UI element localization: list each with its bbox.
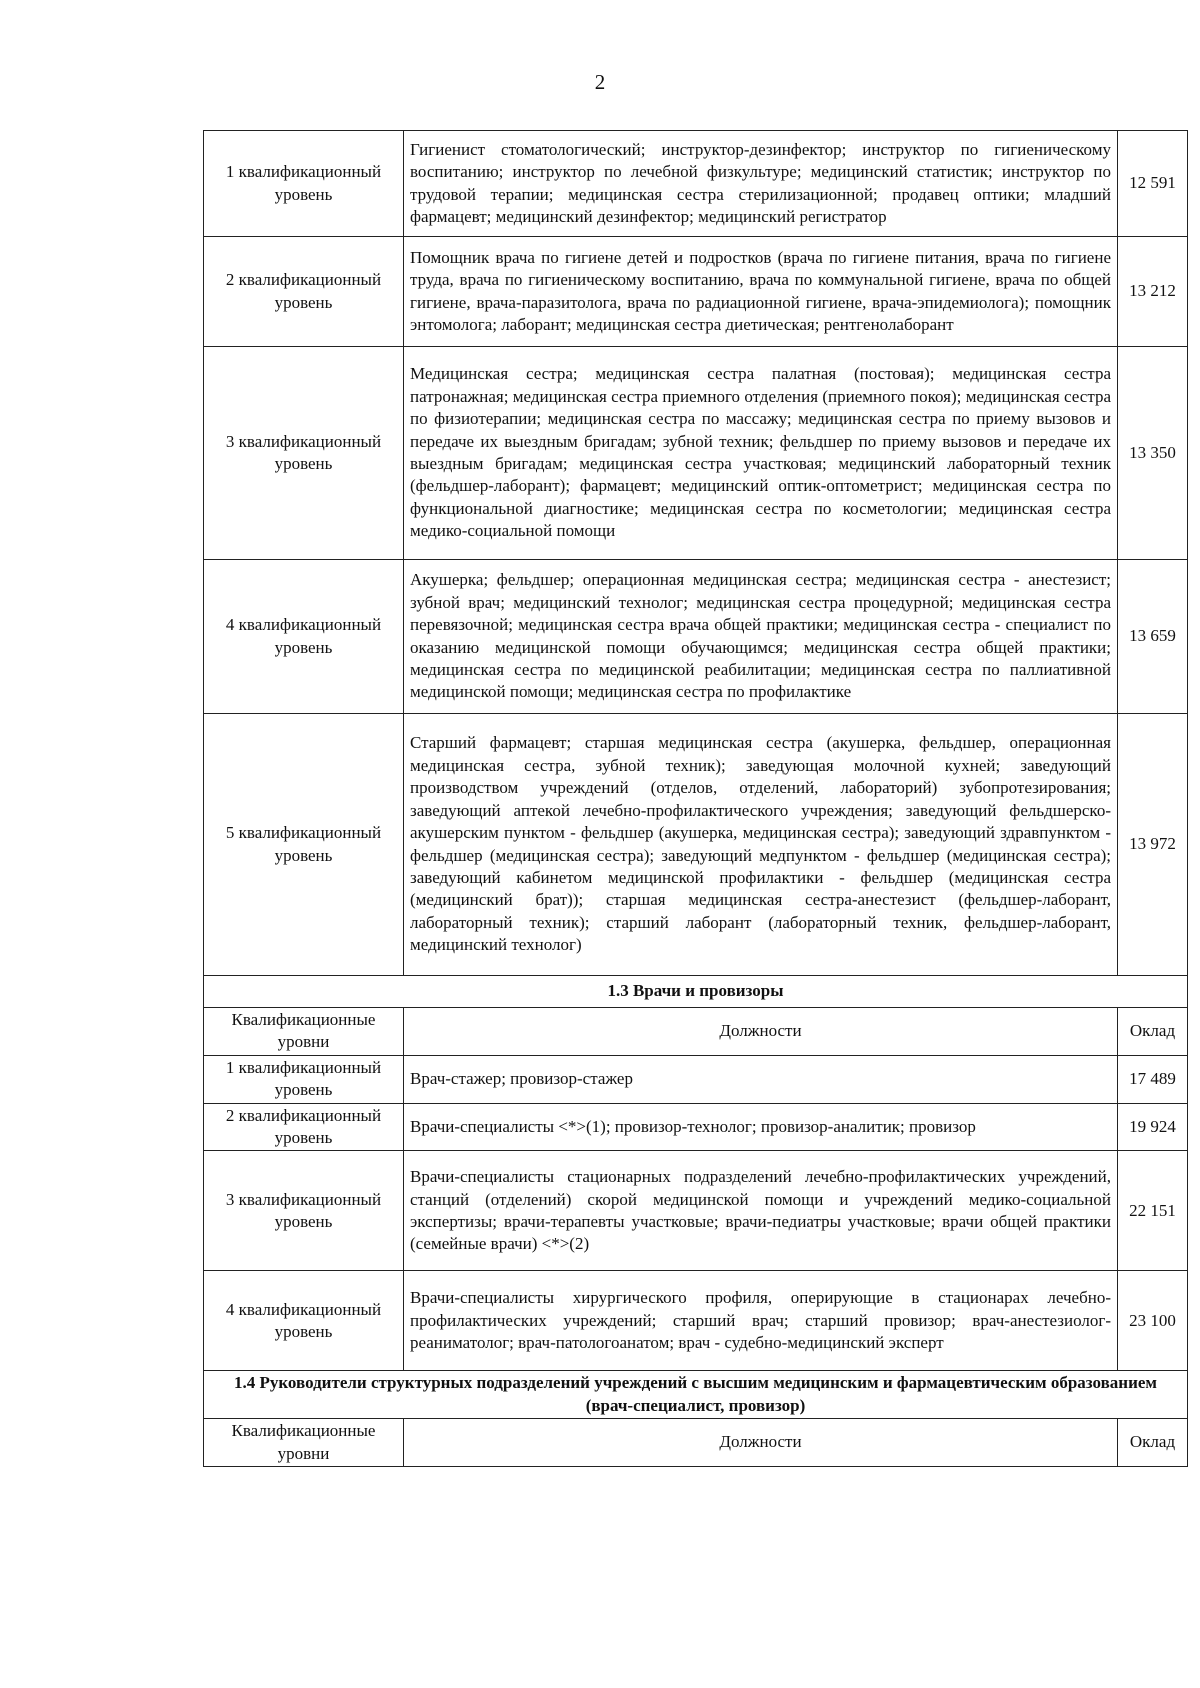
level-cell: 3 квалификационный уровень	[204, 347, 404, 560]
table-header-row	[204, 1008, 1188, 1056]
table-row	[204, 1055, 1188, 1103]
salary-cell: 22 151	[1118, 1151, 1188, 1271]
table-row	[204, 714, 1188, 976]
section-title-row	[204, 976, 1188, 1008]
salary-cell: 13 212	[1118, 237, 1188, 347]
level-cell: 4 квалификационный уровень	[204, 1271, 404, 1371]
level-cell: 1 квалификационный уровень	[204, 1055, 404, 1103]
positions-cell: Помощник врача по гигиене детей и подростков (врача по гигиене питания, врача по гигиене труда, врача по гигиеническому воспитанию, врача по коммунальной гигиене, врача по общей гигиене, врача-паразитолога, врача по радиационной гигиене, врача-эпидемиолога); помощник энтомолога; лаборант; медицинская сестра диетическая; рентгенолаборант	[404, 237, 1118, 347]
positions-cell: Врачи-специалисты <*>(1); провизор-технолог; провизор-аналитик; провизор	[404, 1103, 1118, 1151]
header-salary: Оклад	[1118, 1008, 1188, 1056]
positions-cell: Врач-стажер; провизор-стажер	[404, 1055, 1118, 1103]
salary-cell: 13 350	[1118, 347, 1188, 560]
positions-cell: Гигиенист стоматологический; инструктор-дезинфектор; инструктор по гигиеническому воспитанию; инструктор по лечебной физкультуре; медицинский статистик; инструктор по трудовой терапии; медицинская сестра стерилизационной; продавец оптики; младший фармацевт; медицинский дезинфектор; медицинский регистратор	[404, 131, 1118, 237]
positions-cell: Старший фармацевт; старшая медицинская сестра (акушерка, фельдшер, операционная медицинская сестра, зубной техник); заведующая молочной кухней; заведующий производством учреждений (отделов, отделений, лабораторий) зубопротезирования; заведующий аптекой лечебно-профилактического учреждения; заведующий фельдшерско-акушерским пунктом - фельдшер (акушерка, медицинская сестра); заведующий здравпунктом - фельдшер (медицинская сестра); заведующий медпунктом - фельдшер (медицинская сестра); заведующий кабинетом медицинской профилактики - фельдшер (медицинская сестра (медицинский брат)); старшая медицинская сестра-анестезист (фельдшер-лаборант, лабораторный техник); старший лаборант (лабораторный техник, фельдшер-лаборант, медицинский технолог)	[404, 714, 1118, 976]
section-title-row	[204, 1371, 1188, 1419]
positions-cell: Акушерка; фельдшер; операционная медицинская сестра; медицинская сестра - анестезист; зубной врач; медицинский технолог; медицинская сестра процедурной; медицинская сестра перевязочной; медицинская сестра врача общей практики; медицинская сестра - специалист по оказанию медицинской помощи обучающимся; медицинская сестра общей практики; медицинская сестра по медицинской реабилитации; медицинская сестра по паллиативной медицинской помощи; медицинская сестра по профилактике	[404, 560, 1118, 714]
salary-cell: 12 591	[1118, 131, 1188, 237]
positions-cell: Врачи-специалисты хирургического профиля, оперирующие в стационарах лечебно-профилактических учреждений; старший врач; старший провизор; врач-анестезиолог-реаниматолог; врач-патологоанатом; врач - судебно-медицинский эксперт	[404, 1271, 1118, 1371]
section-title: 1.4 Руководители структурных подразделений учреждений с высшим медицинским и фармацевтическим образованием (врач-специалист, провизор)	[204, 1371, 1188, 1419]
header-positions: Должности	[404, 1008, 1118, 1056]
table-row	[204, 1103, 1188, 1151]
level-cell: 5 квалификационный уровень	[204, 714, 404, 976]
table-row	[204, 347, 1188, 560]
salary-cell: 17 489	[1118, 1055, 1188, 1103]
level-cell: 4 квалификационный уровень	[204, 560, 404, 714]
header-salary: Оклад	[1118, 1419, 1188, 1467]
salary-table	[203, 130, 1188, 1467]
section-title: 1.3 Врачи и провизоры	[204, 976, 1188, 1008]
level-cell: 2 квалификационный уровень	[204, 1103, 404, 1151]
level-cell: 2 квалификационный уровень	[204, 237, 404, 347]
header-positions: Должности	[404, 1419, 1118, 1467]
table-row	[204, 560, 1188, 714]
salary-cell: 23 100	[1118, 1271, 1188, 1371]
header-levels: Квалификационные уровни	[204, 1008, 404, 1056]
table-row	[204, 237, 1188, 347]
level-cell: 3 квалификационный уровень	[204, 1151, 404, 1271]
table-row	[204, 1271, 1188, 1371]
table-header-row	[204, 1419, 1188, 1467]
level-cell: 1 квалификационный уровень	[204, 131, 404, 237]
page-number: 2	[594, 70, 606, 94]
positions-cell: Медицинская сестра; медицинская сестра палатная (постовая); медицинская сестра патронажная; медицинская сестра приемного отделения (приемного покоя); медицинская сестра по физиотерапии; медицинская сестра по массажу; медицинская сестра по приему вызовов и передаче их выездным бригадам; зубной техник; фельдшер по приему вызовов и передаче их выездным бригадам; медицинская сестра участковая; медицинский лабораторный техник (фельдшер-лаборант); фармацевт; медицинский оптик-оптометрист; медицинская сестра по функциональной диагностике; медицинская сестра по косметологии; медицинская сестра медико-социальной помощи	[404, 347, 1118, 560]
table-row	[204, 131, 1188, 237]
salary-cell: 13 972	[1118, 714, 1188, 976]
positions-cell: Врачи-специалисты стационарных подразделений лечебно-профилактических учреждений, станций (отделений) скорой медицинской помощи и учреждений медико-социальной экспертизы; врачи-терапевты участковые; врачи-педиатры участковые; врачи общей практики (семейные врачи) <*>(2)	[404, 1151, 1118, 1271]
table-row	[204, 1151, 1188, 1271]
header-levels: Квалификационные уровни	[204, 1419, 404, 1467]
salary-cell: 13 659	[1118, 560, 1188, 714]
salary-cell: 19 924	[1118, 1103, 1188, 1151]
